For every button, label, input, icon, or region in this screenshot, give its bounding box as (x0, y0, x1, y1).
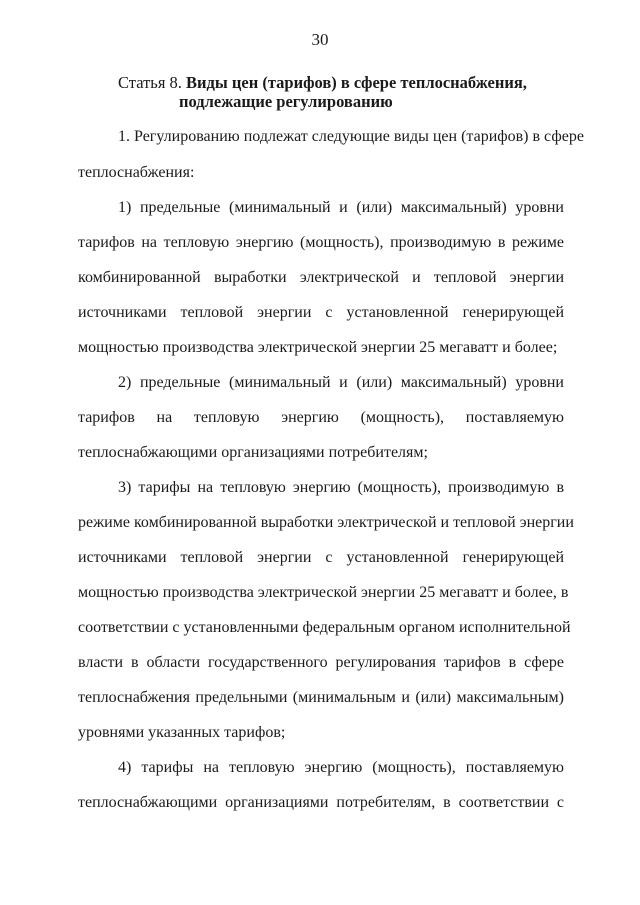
article-number: Статья 8. (118, 73, 187, 92)
text-line: теплоснабжения: (78, 164, 195, 181)
text-line: теплоснабжения предельными (минимальным и (или) максимальным) (78, 689, 564, 706)
text-line: 4) тарифы на тепловую энергию (мощность), поставляемую (118, 759, 564, 776)
text-line: источниками тепловой энергии с установленной генерирующей (78, 549, 564, 566)
page-number: 30 (311, 30, 329, 49)
text-line: соответствии с установленными федеральным органом исполнительной (78, 619, 571, 636)
text-line: уровнями указанных тарифов; (78, 724, 286, 741)
text-line: тарифов на тепловую энергию (мощность), производимую в режиме (78, 234, 564, 251)
text-line: мощностью производства электрической энергии 25 мегаватт и более, в (78, 584, 569, 601)
text-line: 2) предельные (минимальный и (или) максимальный) уровни (118, 374, 564, 391)
text-line: власти в области государственного регулирования тарифов в сфере (78, 654, 564, 671)
text-line: 3) тарифы на тепловую энергию (мощность), производимую в (118, 479, 564, 496)
text-line: комбинированной выработки электрической и тепловой энергии (78, 269, 564, 286)
text-line: источниками тепловой энергии с установленной генерирующей (78, 304, 564, 321)
article-title: Виды цен (тарифов) в сфере теплоснабжения, (186, 73, 527, 92)
text-line: 1) предельные (минимальный и (или) максимальный) уровни (118, 199, 564, 216)
text-line: режиме комбинированной выработки электрической и тепловой энергии (78, 514, 574, 531)
article-heading-line-2: подлежащие регулированию (179, 92, 393, 111)
article-heading-line-1 (118, 73, 588, 92)
text-line: 1. Регулированию подлежат следующие виды цен (тарифов) в сфере (118, 128, 584, 145)
text-line: тарифов на тепловую энергию (мощность), поставляемую (78, 409, 564, 426)
text-line: теплоснабжающими организациями потребителям; (78, 444, 428, 461)
text-line: мощностью производства электрической энергии 25 мегаватт и более; (78, 339, 558, 356)
article-heading (118, 73, 588, 111)
text-line: теплоснабжающими организациями потребителям, в соответствии с (78, 794, 564, 811)
